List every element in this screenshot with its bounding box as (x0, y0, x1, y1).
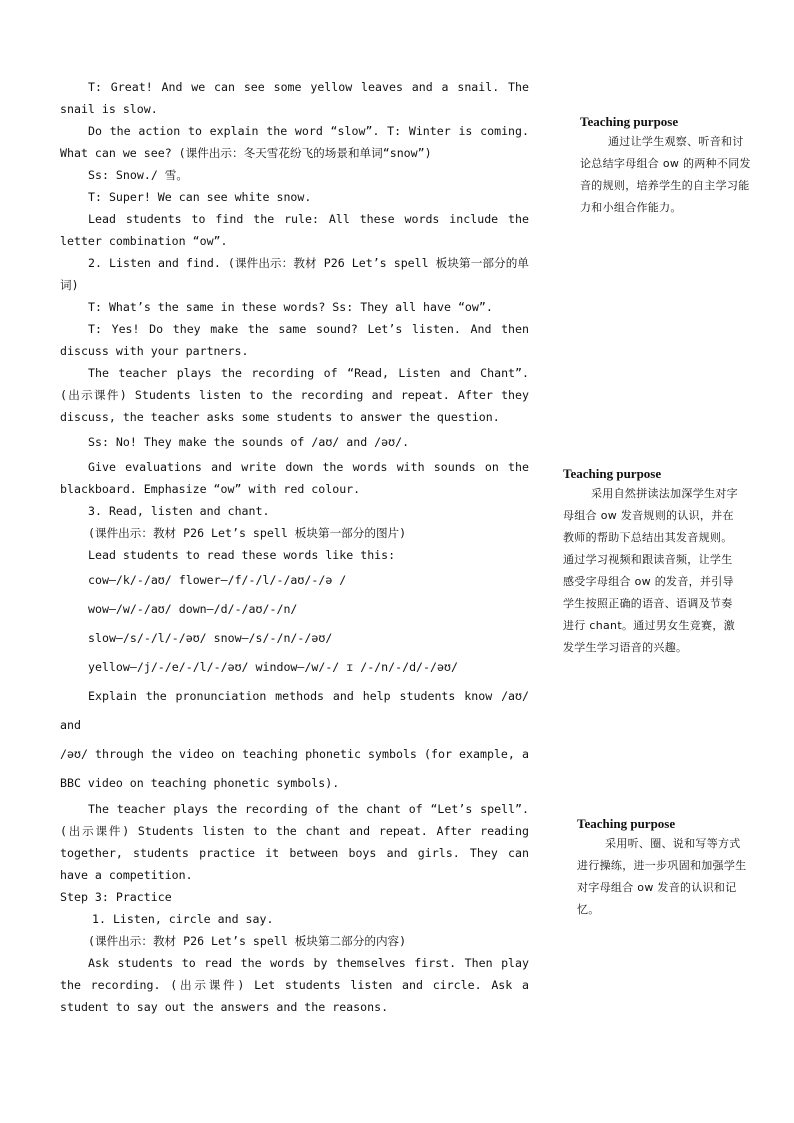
paragraph: 1. Listen, circle and say. (92, 912, 274, 926)
paragraph: Ask students to read the words by themselves first. Then play the recording. (出示课件) Let students listen and circle. Ask a student to say out the answers and the reasons. (60, 956, 529, 1014)
note-heading: Teaching purpose (577, 816, 676, 831)
note-text: 采用自然拼读法加深学生对字母组合 ow 发音规则的认识，并在教师的帮助下总结出其发音规则。通过学习视频和跟读音频，让学生感受字母组合 ow 的发音，并引导学生按照正确的语音、语调及节奏进行 chant。通过男女生竞赛，激发学生学习语音的兴趣。 (563, 487, 738, 654)
paragraph: Ss: No! They make the sounds of /aʊ/ and /əʊ/. (88, 435, 410, 449)
paragraph: Lead students to find the rule: All these words include the letter combination “ow”. (60, 212, 529, 248)
paragraph: Explain the pronunciation methods and help students know /aʊ/ and (60, 689, 529, 732)
paragraph: T: What’s the same in these words? Ss: They all have “ow”. (88, 300, 493, 314)
paragraph: yellow—/j/-/e/-/l/-/əʊ/ window—/w/-/ ɪ /-/n/-/d/-/əʊ/ (88, 660, 458, 674)
paragraph: Step 3: Practice (60, 890, 172, 904)
paragraph: Lead students to read these words like this: (88, 548, 396, 562)
paragraph: 2. Listen and find. (课件出示：教材 P26 Let’s spell 板块第一部分的单词) (60, 256, 529, 292)
note-text: 采用听、圈、说和写等方式进行操练，进一步巩固和加强学生对字母组合 ow 发音的认识和记忆。 (577, 837, 747, 916)
paragraph: /əʊ/ through the video on teaching phonetic symbols (for example, a BBC video on teaching phonetic symbols). (60, 747, 529, 790)
paragraph: T: Yes! Do they make the same sound? Let’s listen. And then discuss with your partners. (60, 322, 529, 358)
paragraph: Give evaluations and write down the words with sounds on the blackboard. Emphasize “ow” with red colour. (60, 460, 529, 496)
paragraph: T: Great! And we can see some yellow leaves and a snail. The snail is slow. (60, 80, 529, 116)
paragraph: Ss: Snow./ 雪。 (88, 168, 188, 182)
teaching-purpose-note-3 (577, 815, 749, 921)
paragraph: wow—/w/-/aʊ/ down—/d/-/aʊ/-/n/ (88, 602, 298, 616)
paragraph: Do the action to explain the word “slow”. T: Winter is coming. What can we see? (课件出示：冬天雪花纷飞的场景和单词“snow”) (60, 124, 529, 160)
note-text: 通过让学生观察、听音和讨论总结字母组合 ow 的两种不同发音的规则，培养学生的自主学习能力和小组合作能力。 (580, 135, 751, 214)
paragraph: T: Super! We can see white snow. (88, 190, 312, 204)
note-heading: Teaching purpose (563, 466, 662, 481)
paragraph: cow—/k/-/aʊ/ flower—/f/-/l/-/aʊ/-/ə / (88, 573, 347, 587)
paragraph: 3. Read, listen and chant. (88, 504, 270, 518)
paragraph: (课件出示：教材 P26 Let’s spell 板块第二部分的内容) (88, 934, 407, 948)
lesson-body (60, 76, 529, 1018)
paragraph: slow—/s/-/l/-/əʊ/ snow—/s/-/n/-/əʊ/ (88, 631, 333, 645)
teaching-purpose-note-1 (580, 113, 752, 219)
paragraph: The teacher plays the recording of “Read, Listen and Chant”. (出示课件) Students listen to the recording and repeat. After they discuss, the teacher asks some students to answer the question. (60, 366, 529, 424)
note-heading: Teaching purpose (580, 114, 679, 129)
paragraph: The teacher plays the recording of the chant of “Let’s spell”. (出示课件) Students listen to the chant and repeat. After reading together, students practice it between boys and girls. They can have a competition. (60, 802, 529, 882)
teaching-purpose-note-2 (563, 465, 741, 659)
paragraph: (课件出示：教材 P26 Let’s spell 板块第一部分的图片) (88, 526, 407, 540)
